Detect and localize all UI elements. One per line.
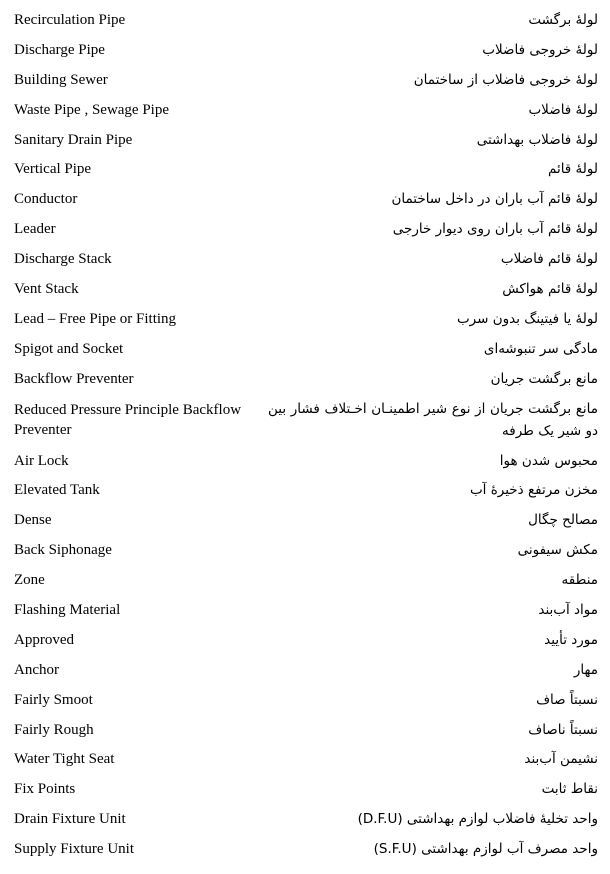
english-term: Approved <box>14 631 74 648</box>
persian-term: واحد مصرف آب لوازم بهداشتی (S.F.U) <box>373 841 598 858</box>
glossary-row <box>0 6 610 36</box>
glossary-row <box>0 185 610 215</box>
english-term: Vent Stack <box>14 281 79 298</box>
english-term: Backflow Preventer <box>14 370 134 387</box>
glossary-row <box>0 536 610 566</box>
english-term: Building Sewer <box>14 71 108 88</box>
english-term: Fix Points <box>14 781 76 798</box>
persian-term: مکش سیفونی <box>517 542 598 559</box>
persian-term: مادگی سر تنبوشه‌ای <box>483 340 598 357</box>
english-term: Spigot and Socket <box>14 340 124 357</box>
glossary-row <box>0 686 610 716</box>
english-term: Recirculation Pipe <box>14 12 126 28</box>
glossary-list <box>0 6 610 865</box>
persian-term: لولۀ قائم آب باران در داخل ساختمان <box>391 191 598 208</box>
persian-term: مصالح چگال <box>528 512 598 529</box>
glossary-row <box>0 775 610 805</box>
persian-term: واحد تخلیۀ فاضلاب لوازم بهداشتی (D.F.U) <box>357 811 598 828</box>
persian-term: لولۀ قائم فاضلاب <box>500 251 598 268</box>
persian-term: لولۀ فاضلاب <box>528 101 598 118</box>
persian-term: نقاط ثابت <box>541 781 598 798</box>
glossary-row <box>0 126 610 156</box>
persian-term: نسبتاً ناصاف <box>528 721 598 738</box>
persian-term: محبوس شدن هوا <box>499 452 598 469</box>
english-term: Fairly Rough <box>14 721 94 738</box>
english-term: Discharge Stack <box>14 251 112 268</box>
glossary-row <box>0 275 610 305</box>
persian-term: نسبتاً صاف <box>536 691 598 708</box>
persian-term: مواد آب‌بند <box>538 602 598 619</box>
glossary-row <box>0 215 610 245</box>
glossary-row <box>0 506 610 536</box>
english-term: Lead – Free Pipe or Fitting <box>14 310 177 327</box>
glossary-row <box>0 476 610 506</box>
english-term: Reduced Pressure Principle Backflow Preventer <box>14 401 242 438</box>
persian-term: لولۀ برگشت <box>528 12 598 28</box>
glossary-row <box>0 155 610 185</box>
english-term: Supply Fixture Unit <box>14 841 135 858</box>
persian-term: مهار <box>573 661 598 678</box>
english-term: Anchor <box>14 661 59 678</box>
glossary-row <box>0 245 610 275</box>
english-term: Leader <box>14 221 56 238</box>
glossary-row <box>0 335 610 365</box>
english-term: Vertical Pipe <box>14 161 92 178</box>
persian-term: نشیمن آب‌بند <box>524 751 598 768</box>
persian-term: مخزن مرتفع ذخیرۀ آب <box>469 482 598 499</box>
persian-term: لولۀ یا فیتینگ بدون سرب <box>456 310 598 327</box>
glossary-row <box>0 365 610 395</box>
english-term: Air Lock <box>14 452 69 469</box>
english-term: Drain Fixture Unit <box>14 811 126 828</box>
glossary-row <box>0 66 610 96</box>
english-term: Discharge Pipe <box>14 41 105 58</box>
english-term: Zone <box>14 572 45 589</box>
glossary-row <box>0 566 610 596</box>
persian-term: لولۀ قائم هواکش <box>502 281 598 298</box>
persian-term: لولۀ قائم آب باران روی دیوار خارجی <box>392 221 598 238</box>
persian-term: لولۀ فاضلاب بهداشتی <box>476 131 598 148</box>
glossary-row <box>0 447 610 477</box>
glossary-row <box>0 805 610 835</box>
glossary-row <box>0 716 610 746</box>
glossary-row <box>0 395 610 447</box>
english-term: Conductor <box>14 191 78 208</box>
glossary-row <box>0 36 610 66</box>
glossary-row <box>0 305 610 335</box>
glossary-row <box>0 626 610 656</box>
persian-term: لولۀ خروجی فاضلاب <box>482 41 598 58</box>
persian-term: مانع برگشت جریان <box>490 370 598 387</box>
persian-term: مورد تأیید <box>544 631 598 648</box>
english-term: Sanitary Drain Pipe <box>14 131 133 148</box>
english-term: Dense <box>14 512 52 529</box>
english-term: Back Siphonage <box>14 542 112 559</box>
glossary-row <box>0 745 610 775</box>
english-term: Water Tight Seat <box>14 751 115 768</box>
english-term: Fairly Smoot <box>14 691 93 708</box>
persian-term: مانع برگشت جریان از نوع شیر اطمینـان اخـتلاف فشار بین دو شیر یک طرفه <box>268 400 598 439</box>
glossary-row <box>0 656 610 686</box>
persian-term: لولۀ قائم <box>547 161 598 178</box>
glossary-row <box>0 96 610 126</box>
english-term: Flashing Material <box>14 602 121 619</box>
english-term: Elevated Tank <box>14 482 100 499</box>
glossary-row <box>0 835 610 865</box>
glossary-row <box>0 596 610 626</box>
persian-term: منطقه <box>561 572 598 589</box>
english-term: Waste Pipe , Sewage Pipe <box>14 101 170 118</box>
persian-term: لولۀ خروجی فاضلاب از ساختمان <box>413 71 598 88</box>
